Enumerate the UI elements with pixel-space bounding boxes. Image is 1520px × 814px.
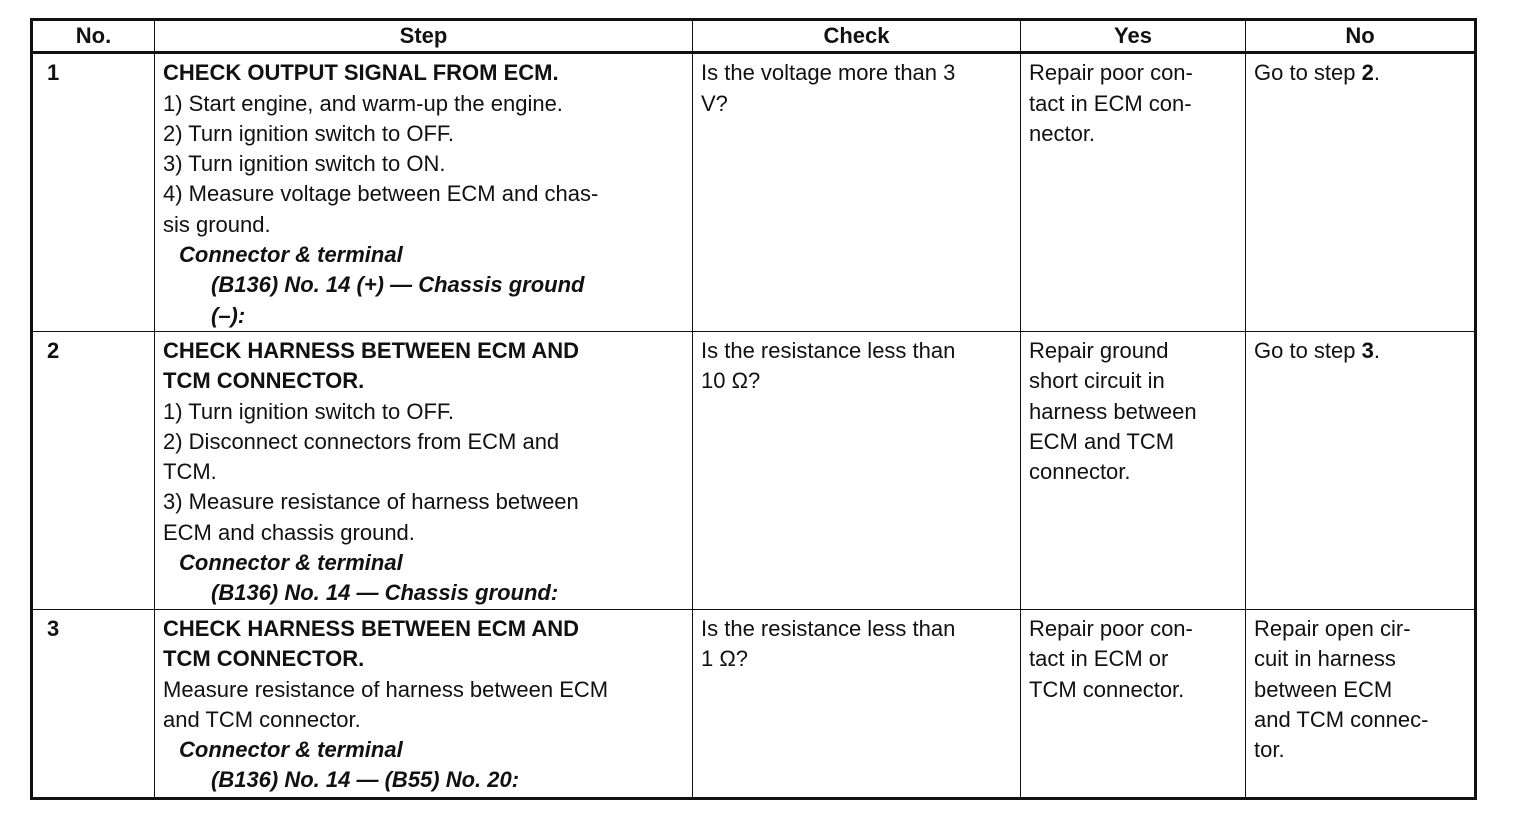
step-line: and TCM connector. — [163, 706, 361, 732]
yes-line: tact in ECM or — [1029, 646, 1169, 672]
step-cell — [155, 331, 693, 609]
yes-line: Repair ground — [1029, 337, 1169, 363]
yes-line: connector. — [1029, 459, 1131, 485]
yes-line: harness between — [1029, 398, 1197, 424]
connector-label: Connector & terminal — [179, 242, 403, 268]
diagnostic-table — [30, 18, 1477, 800]
no-line: Repair open cir- — [1254, 615, 1411, 641]
step-line: 2) Disconnect connectors from ECM and — [163, 428, 560, 454]
yes-cell — [1021, 331, 1246, 609]
yes-line: nector. — [1029, 120, 1096, 146]
yes-line: ECM and TCM — [1029, 428, 1175, 454]
connector-terminal: (B136) No. 14 — (B55) No. 20: — [211, 767, 520, 793]
yes-line: TCM connector. — [1029, 676, 1185, 702]
check-line: Is the voltage more than 3 — [701, 60, 956, 86]
no-step-ref: 2 — [1361, 60, 1374, 86]
step-line: sis ground. — [163, 211, 271, 237]
step-line: 2) Turn ignition switch to OFF. — [163, 120, 454, 146]
step-line: 1) Start engine, and warm-up the engine. — [163, 90, 563, 116]
check-cell — [693, 53, 1021, 332]
no-prefix: Go to step — [1254, 337, 1362, 363]
header-row — [32, 20, 1476, 53]
step-line: 3) Measure resistance of harness between — [163, 489, 579, 515]
step-cell — [155, 53, 693, 332]
step-number: 2 — [32, 331, 155, 609]
step-title: CHECK HARNESS BETWEEN ECM AND — [163, 615, 579, 641]
connector-label: Connector & terminal — [179, 550, 403, 576]
step-cell — [155, 609, 693, 798]
connector-terminal: (B136) No. 14 (+) — Chassis ground — [211, 272, 585, 298]
step-line: TCM. — [163, 459, 217, 485]
step-line: 4) Measure voltage between ECM and chas- — [163, 181, 599, 207]
no-step-ref: 3 — [1361, 337, 1374, 363]
yes-line: short circuit in — [1029, 368, 1165, 394]
header-step: Step — [155, 20, 693, 53]
no-line: cuit in harness — [1254, 646, 1396, 672]
step-line: ECM and chassis ground. — [163, 519, 415, 545]
step-title: TCM CONNECTOR. — [163, 646, 365, 672]
header-no-result: No — [1246, 20, 1476, 53]
no-cell — [1246, 331, 1476, 609]
connector-terminal: (–): — [211, 302, 246, 328]
no-line: between ECM — [1254, 676, 1393, 702]
check-line: Is the resistance less than — [701, 337, 956, 363]
step-line: 1) Turn ignition switch to OFF. — [163, 398, 454, 424]
no-line: tor. — [1254, 737, 1285, 763]
table-row — [32, 609, 1476, 798]
check-line: 1 Ω? — [701, 646, 749, 672]
no-suffix: . — [1373, 337, 1380, 363]
step-title: TCM CONNECTOR. — [163, 368, 365, 394]
header-check: Check — [693, 20, 1021, 53]
step-number: 1 — [32, 53, 155, 332]
step-line: 3) Turn ignition switch to ON. — [163, 151, 446, 177]
yes-line: Repair poor con- — [1029, 60, 1193, 86]
step-title: CHECK HARNESS BETWEEN ECM AND — [163, 337, 579, 363]
connector-terminal: (B136) No. 14 — Chassis ground: — [211, 580, 559, 606]
yes-cell — [1021, 53, 1246, 332]
yes-line: Repair poor con- — [1029, 615, 1193, 641]
header-no: No. — [32, 20, 155, 53]
table-row — [32, 331, 1476, 609]
step-line: Measure resistance of harness between ECM — [163, 676, 609, 702]
table-row — [32, 53, 1476, 332]
check-line: V? — [701, 90, 728, 116]
check-cell — [693, 609, 1021, 798]
header-yes: Yes — [1021, 20, 1246, 53]
check-line: 10 Ω? — [701, 368, 761, 394]
no-cell — [1246, 609, 1476, 798]
check-line: Is the resistance less than — [701, 615, 956, 641]
no-prefix: Go to step — [1254, 60, 1362, 86]
connector-label: Connector & terminal — [179, 737, 403, 763]
check-cell — [693, 331, 1021, 609]
yes-cell — [1021, 609, 1246, 798]
no-cell — [1246, 53, 1476, 332]
no-line: and TCM connec- — [1254, 706, 1429, 732]
yes-line: tact in ECM con- — [1029, 90, 1192, 116]
no-suffix: . — [1373, 60, 1380, 86]
step-title: CHECK OUTPUT SIGNAL FROM ECM. — [163, 60, 559, 86]
step-number: 3 — [32, 609, 155, 798]
